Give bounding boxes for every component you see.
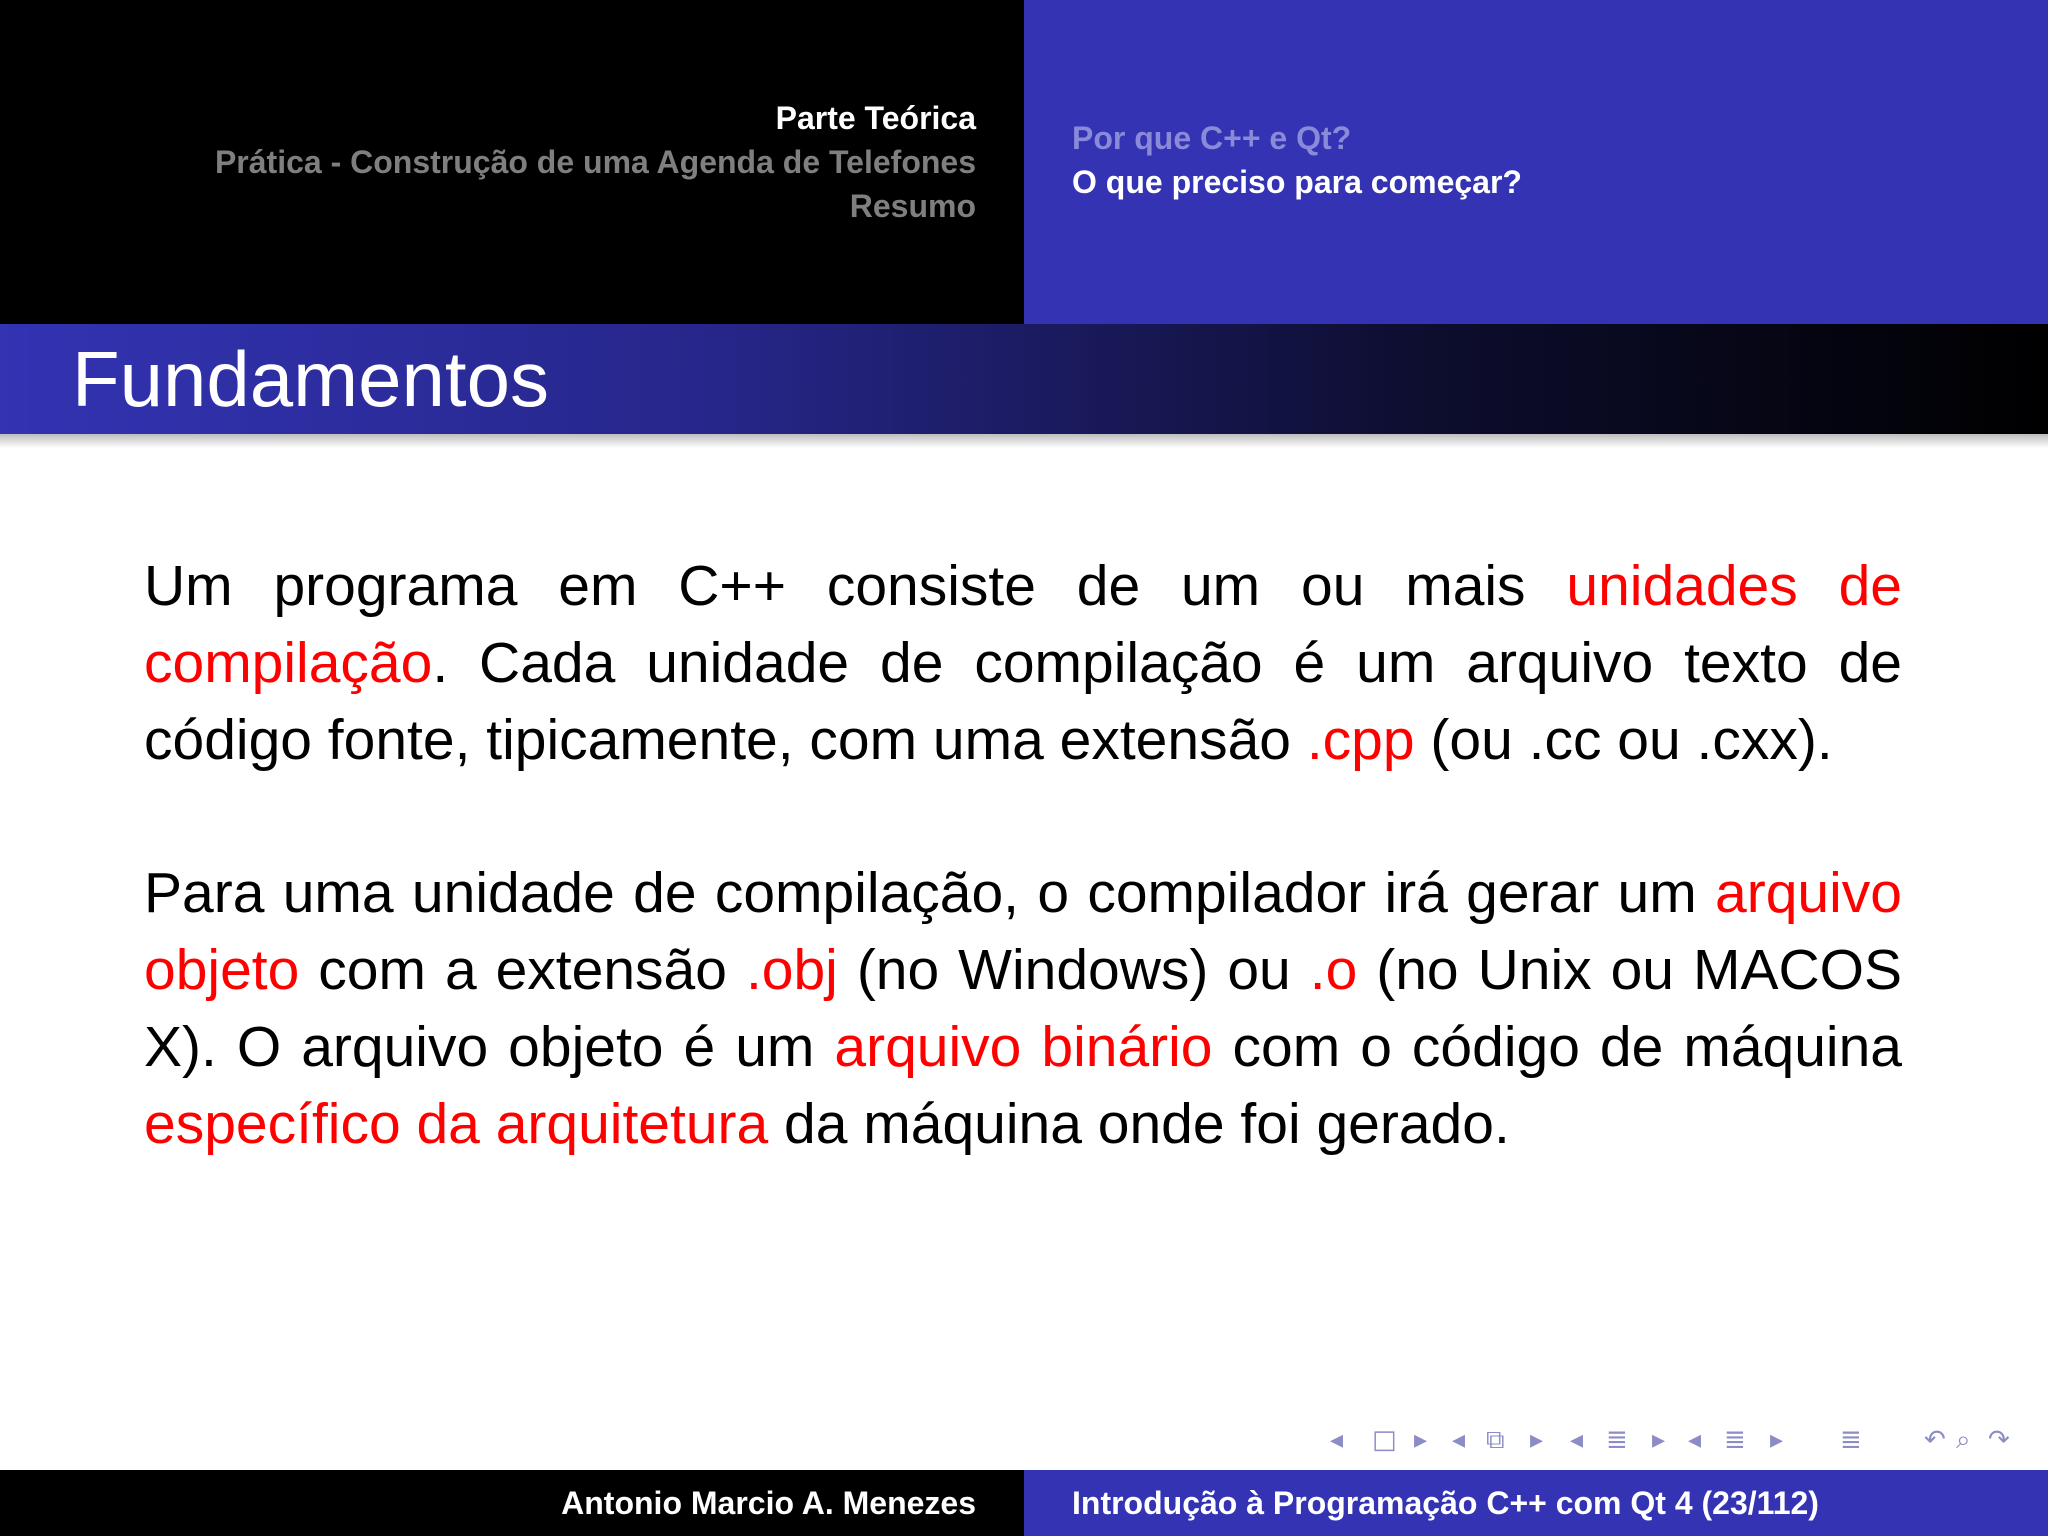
- header-sections-panel: [0, 0, 1024, 324]
- slide-body: [144, 548, 1902, 1163]
- title-shadow: [0, 434, 2048, 448]
- frame-title: Fundamentos: [72, 335, 549, 423]
- highlight-arquivo-binario: arquivo binário: [834, 1015, 1213, 1079]
- frame-icon[interactable]: ⧉: [1486, 1425, 1505, 1455]
- highlight-cpp: .cpp: [1306, 708, 1415, 772]
- prev-subsection-icon[interactable]: ◂: [1570, 1425, 1584, 1455]
- align-icon[interactable]: ≣: [1840, 1425, 1862, 1455]
- forward-icon[interactable]: ↷: [1988, 1425, 2010, 1455]
- next-section-icon[interactable]: ▸: [1770, 1425, 1784, 1455]
- section-link-pratica[interactable]: Prática - Construção de uma Agenda de Telefones: [214, 144, 976, 180]
- section-list: [215, 96, 976, 228]
- back-icon[interactable]: ↶: [1924, 1425, 1946, 1455]
- subsection-link-por-que[interactable]: Por que C++ e Qt?: [1072, 120, 1352, 156]
- navigation-bar: [1330, 1420, 2030, 1460]
- highlight-arquivo-objeto: arquivo objeto: [144, 861, 1902, 1002]
- highlight-o: .o: [1309, 938, 1358, 1002]
- subsection-link-o-que-preciso[interactable]: O que preciso para começar?: [1072, 164, 1522, 200]
- highlight-obj: .obj: [745, 938, 838, 1002]
- prev-slide-icon[interactable]: ◂: [1330, 1425, 1344, 1455]
- next-subsection-icon[interactable]: ▸: [1652, 1425, 1666, 1455]
- footer-author: Antonio Marcio A. Menezes: [561, 1485, 976, 1521]
- next-frame-icon[interactable]: ▸: [1530, 1425, 1544, 1455]
- header-subsections-panel: [1024, 0, 2048, 324]
- footer-author-panel: [0, 1470, 1024, 1536]
- highlight-especifico-da-arquitetura: específico da arquitetura: [144, 1092, 769, 1156]
- section-link-resumo[interactable]: Resumo: [849, 188, 976, 224]
- subsection-icon[interactable]: ≣: [1606, 1425, 1628, 1455]
- section-icon[interactable]: ≣: [1724, 1425, 1746, 1455]
- search-icon[interactable]: ⌕: [1956, 1425, 1971, 1455]
- paragraph-compilation-units: Um programa em C++ consiste de um ou mais unidades de compilação. Cada unidade de compilação é um arquivo texto de código fonte, tipicamente, com uma extensão .cpp (ou .cc ou .cxx).: [144, 554, 1902, 772]
- subsection-list: [1072, 116, 1522, 204]
- highlight-unidades-de-compilacao: unidades de compilação: [144, 554, 1902, 695]
- slide-icon[interactable]: □: [1372, 1425, 1397, 1455]
- footer-presentation-title: Introdução à Programação C++ com Qt 4 (23/112): [1072, 1485, 1819, 1521]
- next-slide-icon[interactable]: ▸: [1414, 1425, 1428, 1455]
- section-link-parte-teorica[interactable]: Parte Teórica: [775, 100, 976, 136]
- paragraph-object-file: Para uma unidade de compilação, o compilador irá gerar um arquivo objeto com a extensão .obj (no Windows) ou .o (no Unix ou MACOS X). O arquivo objeto é um arquivo binário com o código de máquina específico da arquitetura da máquina onde foi gerado.: [144, 861, 1902, 1156]
- footer-title-panel: [1024, 1470, 2048, 1536]
- prev-section-icon[interactable]: ◂: [1688, 1425, 1702, 1455]
- prev-frame-icon[interactable]: ◂: [1452, 1425, 1466, 1455]
